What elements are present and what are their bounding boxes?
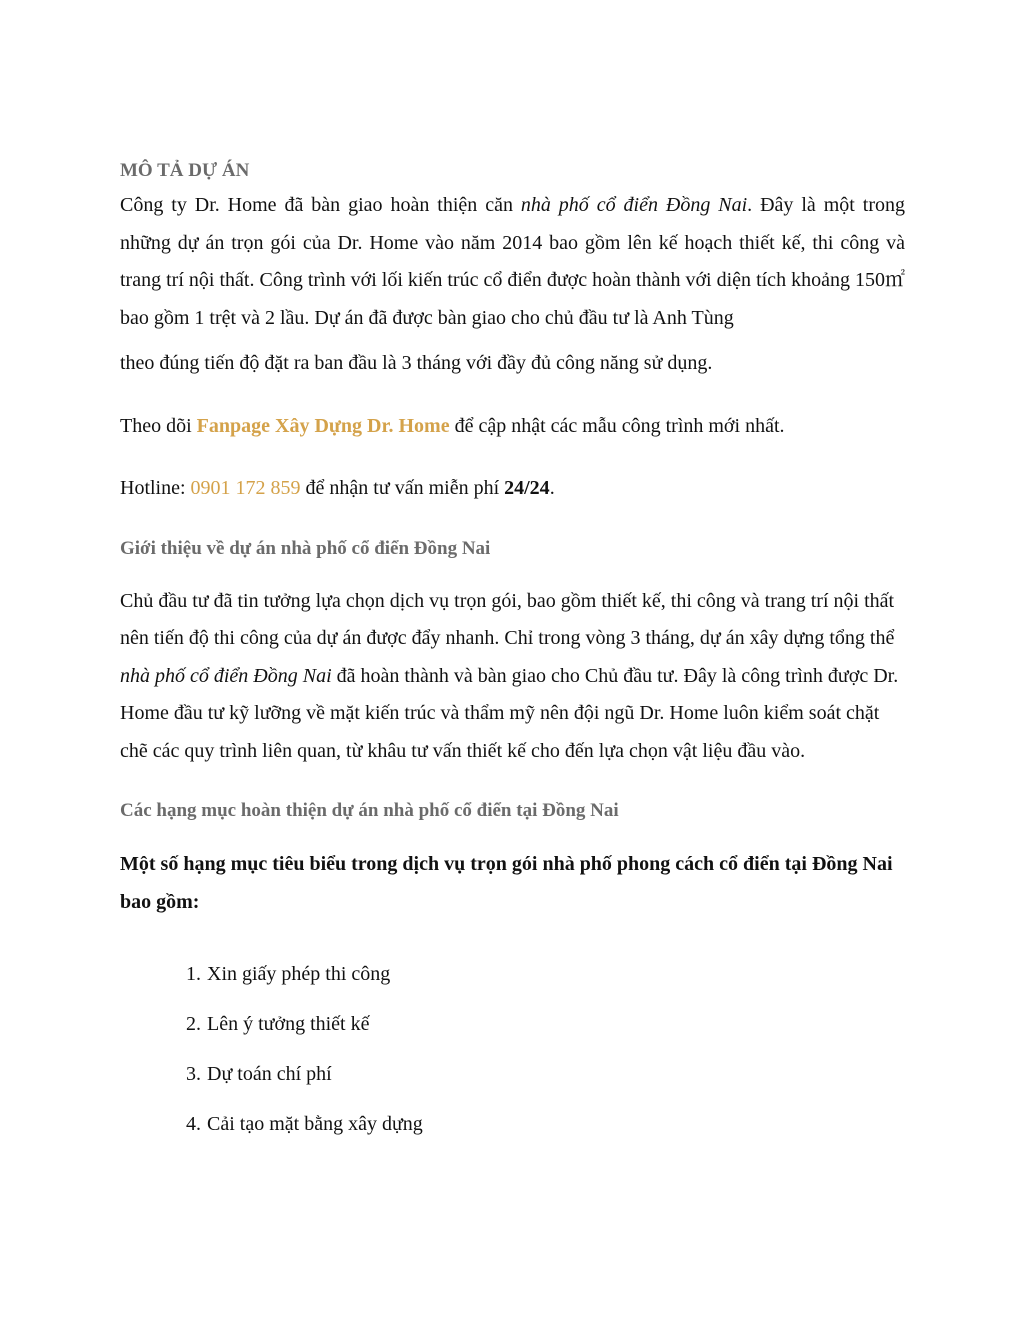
- list-item-number: 4.: [186, 1113, 201, 1135]
- intro-section-paragraph: [120, 583, 905, 771]
- intro-paragraph-end: [120, 345, 905, 383]
- list-item: [120, 1099, 905, 1149]
- hotline-line: [120, 470, 905, 508]
- list-item-text: Lên ý tưởng thiết kế: [207, 1013, 370, 1035]
- follow-prefix: Theo dõi: [120, 414, 197, 437]
- intro-text-b: . Đây là một trong những dự án trọn gói của Dr. Home vào năm 2014 bao gồm lên kế hoạch thiết kế, thi công và trang trí nội thất. Công trình với lối kiến trúc cổ điển được hoàn thành với diện tích khoảng 150㎡ bao gồm 1 trệt và 2 lầu. Dự án đã được bàn giao cho chủ đầu tư là Anh Tùng: [120, 194, 905, 329]
- list-item-number: 1.: [186, 963, 201, 985]
- items-list: [120, 949, 905, 1149]
- list-item: [120, 999, 905, 1049]
- intro-paragraph: [120, 187, 905, 337]
- intro-text-c: theo đúng tiến độ đặt ra ban đầu là 3 tháng với đầy đủ công năng sử dụng.: [120, 352, 713, 374]
- follow-line: [120, 408, 905, 446]
- items-section-heading: Các hạng mục hoàn thiện dự án nhà phố cổ điển tại Đồng Nai: [120, 800, 619, 821]
- hotline-prefix: Hotline:: [120, 477, 191, 499]
- list-item-text: Dự toán chí phí: [207, 1063, 332, 1085]
- document-page: [120, 155, 905, 1149]
- list-item-number: 2.: [186, 1013, 201, 1035]
- intro-section-heading: Giới thiệu về dự án nhà phố cổ điển Đồng Nai: [120, 537, 491, 559]
- intro-section-text-b: đã hoàn thành và bàn giao cho Chủ đầu tư. Đây là công trình được Dr. Home đầu tư kỹ lưỡng về mặt kiến trúc và thẩm mỹ nên đội ngũ Dr. Home luôn kiểm soát chặt chẽ các quy trình liên quan, từ khâu tư vấn thiết kế cho đến lựa chọn vật liệu đầu vào.: [120, 664, 899, 762]
- list-item: [120, 949, 905, 999]
- hotline-middle: để nhận tư vấn miễn phí: [300, 477, 505, 499]
- fanpage-link[interactable]: Fanpage Xây Dựng Dr. Home: [196, 414, 450, 437]
- intro-project-name: nhà phố cổ điển Đồng Nai: [520, 194, 748, 216]
- hotline-end: .: [549, 477, 555, 499]
- hotline-hours: 24/24: [504, 477, 550, 499]
- follow-suffix: để cập nhật các mẫu công trình mới nhất.: [449, 414, 785, 437]
- intro-text-a: Công ty Dr. Home đã bàn giao hoàn thiện căn: [120, 194, 521, 216]
- section-title: MÔ TẢ DỰ ÁN: [120, 160, 250, 181]
- list-item-text: Xin giấy phép thi công: [207, 963, 391, 985]
- hotline-phone-link[interactable]: 0901 172 859: [190, 477, 301, 499]
- items-subheading: Một số hạng mục tiêu biểu trong dịch vụ trọn gói nhà phố phong cách cổ điển tại Đồng Nai bao gồm:: [120, 853, 893, 913]
- list-item: [120, 1049, 905, 1099]
- intro-section-project-name: nhà phố cổ điển Đồng Nai: [120, 664, 332, 687]
- intro-section-text-a: Chủ đầu tư đã tin tưởng lựa chọn dịch vụ trọn gói, bao gồm thiết kế, thi công và trang trí nội thất nên tiến độ thi công của dự án được đẩy nhanh. Chỉ trong vòng 3 tháng, dự án xây dựng tổng thể: [120, 589, 895, 649]
- list-item-text: Cải tạo mặt bằng xây dựng: [207, 1113, 423, 1135]
- list-item-number: 3.: [186, 1063, 201, 1085]
